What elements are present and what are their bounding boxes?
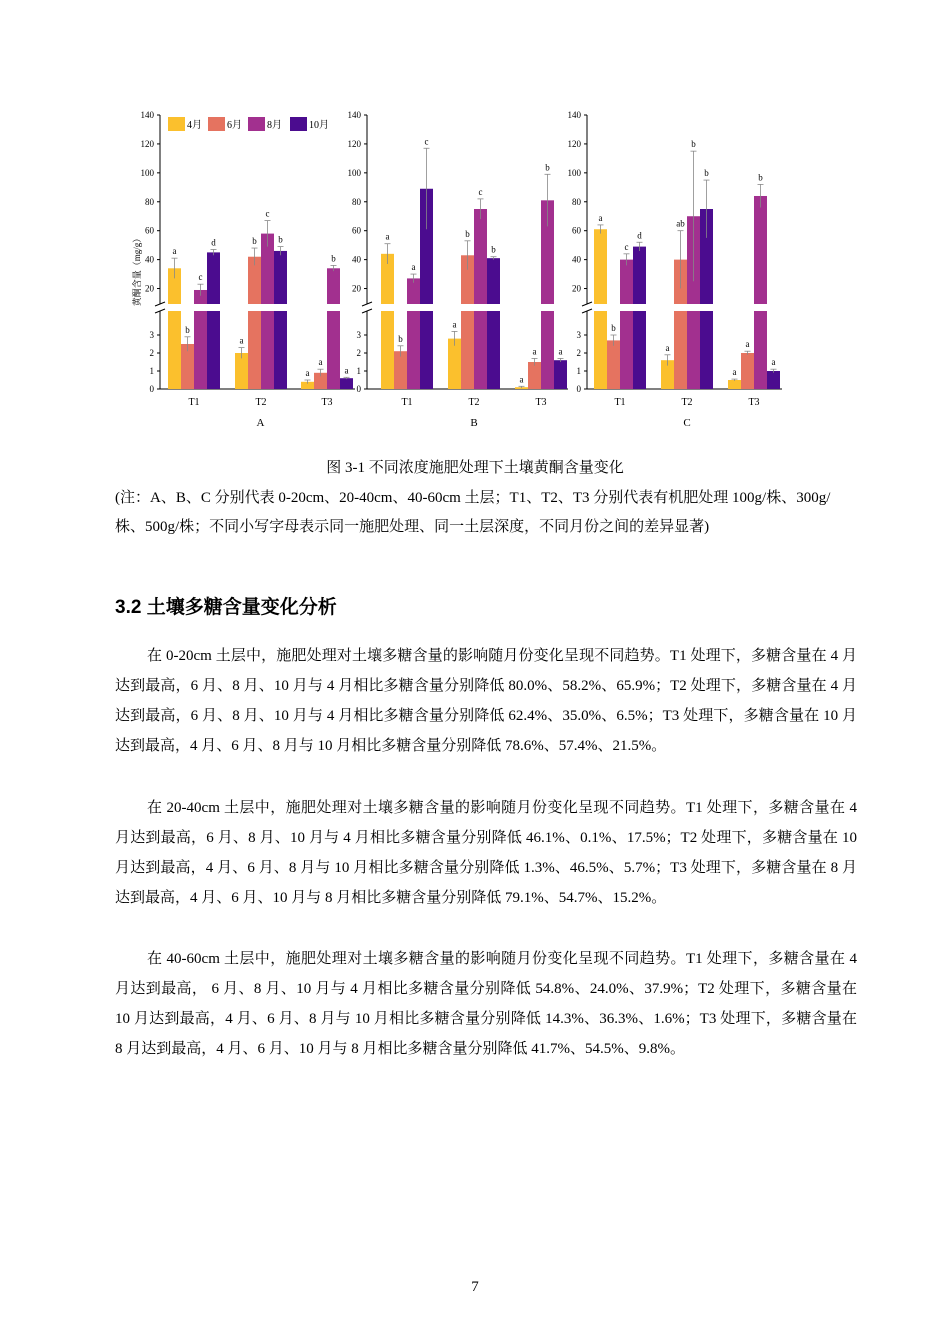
x-tick-label: T2 [681, 397, 693, 408]
legend-swatch [168, 117, 185, 131]
y-tick-label: 100 [347, 167, 361, 178]
significance-letter: a [305, 368, 310, 378]
y-tick-label: 3 [149, 330, 154, 340]
significance-letter: a [385, 231, 390, 242]
significance-letter: a [732, 367, 737, 378]
page-number: 7 [471, 1279, 479, 1295]
significance-letter: b [252, 236, 257, 247]
bar [741, 353, 754, 389]
y-tick-label: 100 [140, 167, 154, 178]
significance-letter: a [318, 357, 323, 368]
significance-letter: a [519, 374, 524, 385]
bar [340, 378, 353, 389]
y-tick-label: 60 [145, 225, 154, 236]
bar [633, 247, 646, 389]
y-axis-title: 黄酮含量（mg/g） [132, 233, 142, 307]
bar [554, 360, 567, 389]
bar [248, 257, 261, 389]
significance-letter: b [611, 323, 616, 333]
bar [261, 234, 274, 389]
y-tick-label: 60 [352, 225, 361, 236]
y-tick-label: 1 [149, 366, 154, 376]
axis-break-band [152, 304, 361, 311]
panel-label: B [470, 417, 478, 429]
y-tick-label: 20 [352, 283, 361, 294]
y-tick-label: 2 [576, 348, 581, 358]
significance-letter: a [665, 342, 670, 353]
y-tick-label: 40 [572, 254, 581, 265]
significance-letter: a [172, 246, 177, 257]
significance-letter: b [278, 234, 283, 245]
bar [528, 362, 541, 389]
y-tick-label: 1 [576, 366, 581, 376]
paragraph-40-60cm: 在 40-60cm 土层中，施肥处理对土壤多糖含量的影响随月份变化呈现不同趋势。T1 处理下，多糖含量在 4 月达到最高， 6 月、8 月、10 月与 4 月相比多糖含量分别降低 54.8%、24.0%、37.9%；T2 处理下，多糖含量在 10 月达到最高，4 月、6 月、8 月与 10 月相比多糖含量分别降低 14.3%、36.3%、1.6%；T3 处理下，多糖含量在 8 月达到最高，4 月、6 月、10 月与 8 月相比多糖含量分别降低 41.7%、54.5%、9.8%。 [115, 951, 857, 1057]
significance-letter: b [691, 139, 696, 150]
significance-letter: a [452, 319, 457, 330]
x-tick-label: T1 [614, 397, 626, 408]
legend-swatch [208, 117, 225, 131]
significance-letter: b [331, 253, 336, 264]
significance-letter: a [771, 357, 776, 368]
significance-letter: b [465, 228, 470, 239]
y-tick-label: 140 [140, 110, 154, 120]
legend-swatch [248, 117, 265, 131]
legend-swatch [290, 117, 307, 131]
paragraph-0-20cm: 在 0-20cm 土层中，施肥处理对土壤多糖含量的影响随月份变化呈现不同趋势。T1 处理下，多糖含量在 4 月达到最高，6 月、8 月、10 月与 4 月相比多糖含量分别降低 80.0%、58.2%、65.9%；T2 处理下，多糖含量在 4 月达到最高，6 月、8 月、10 月与 4 月相比多糖含量分别降低 62.4%、35.0%、6.5%；T3 处理下，多糖含量在 10 月达到最高，4 月、6 月、8 月与 10 月相比多糖含量分别降低 78.6%、57.4%、21.5%。 [115, 648, 857, 754]
significance-letter: a [532, 346, 537, 357]
significance-letter: b [545, 162, 550, 173]
bar [461, 255, 474, 389]
significance-letter: b [398, 333, 403, 344]
axis-break-band [359, 304, 574, 311]
significance-letter: a [598, 212, 603, 223]
bar [728, 380, 741, 389]
paragraph-20-40cm: 在 20-40cm 土层中，施肥处理对土壤多糖含量的影响随月份变化呈现不同趋势。T1 处理下，多糖含量在 4 月达到最高，6 月、8 月、10 月与 4 月相比多糖含量分别降低 46.1%、0.1%、17.5%；T2 处理下，多糖含量在 10 月达到最高，4 月、6 月、8 月与 10 月相比多糖含量分别降低 1.3%、46.5%、5.7%；T3 处理下，多糖含量在 8 月达到最高，4 月、6 月、10 月与 8 月相比多糖含量分别降低 79.1%、54.7%、15.2%。 [115, 800, 857, 906]
legend-label: 10月 [309, 120, 329, 131]
significance-letter: b [185, 324, 190, 335]
legend-label: 6月 [227, 120, 242, 131]
y-tick-label: 40 [145, 254, 154, 265]
bar [620, 260, 633, 389]
x-tick-label: T3 [748, 397, 760, 408]
y-tick-label: 120 [347, 138, 361, 149]
bar [381, 254, 394, 389]
bar [607, 340, 620, 389]
x-tick-label: T1 [188, 397, 200, 408]
bar [541, 200, 554, 389]
legend-label: 4月 [187, 120, 202, 131]
y-tick-label: 140 [347, 110, 361, 120]
significance-letter: d [211, 237, 216, 248]
y-tick-label: 120 [567, 138, 581, 149]
x-tick-label: T3 [535, 397, 547, 408]
significance-letter: a [344, 365, 349, 376]
significance-letter: b [758, 172, 763, 183]
significance-letter: c [478, 186, 483, 197]
figure-caption: 图 3-1 不同浓度施肥处理下土壤黄酮含量变化 [326, 460, 624, 476]
y-tick-label: 20 [145, 283, 154, 294]
significance-letter: b [704, 168, 709, 179]
axis-break-band [579, 304, 788, 311]
y-tick-label: 40 [352, 254, 361, 265]
significance-letter: d [637, 230, 642, 241]
figure-3-1-chart [0, 0, 950, 440]
panel-label: C [683, 417, 691, 429]
bar [474, 209, 487, 389]
significance-letter: a [745, 339, 750, 350]
bar [274, 251, 287, 389]
y-tick-label: 2 [149, 348, 154, 358]
y-tick-label: 3 [356, 330, 361, 340]
legend-label: 8月 [267, 120, 282, 131]
y-tick-label: 80 [572, 196, 581, 207]
significance-letter: ab [676, 218, 685, 229]
y-tick-label: 20 [572, 283, 581, 294]
y-tick-label: 80 [352, 196, 361, 207]
bar [207, 252, 220, 389]
bar [448, 339, 461, 389]
section-heading: 3.2 土壤多糖含量变化分析 [115, 597, 337, 618]
bar [168, 268, 181, 389]
bar [327, 268, 340, 389]
bar [754, 196, 767, 389]
significance-letter: c [624, 241, 629, 252]
significance-letter: b [491, 244, 496, 255]
x-tick-label: T1 [401, 397, 413, 408]
x-tick-label: T2 [468, 397, 480, 408]
y-tick-label: 100 [567, 167, 581, 178]
x-tick-label: T3 [321, 397, 333, 408]
figure-note: (注：A、B、C 分别代表 0-20cm、20-40cm、40-60cm 土层；T1、T2、T3 分别代表有机肥处理 100g/株、300g/株、500g/株；不同小写字母表示同一施肥处理、同一土层深度，不同月份之间的差异显著) [115, 490, 831, 535]
significance-letter: c [265, 208, 270, 219]
y-tick-label: 0 [576, 384, 581, 394]
x-tick-label: T2 [255, 397, 267, 408]
panel-label: A [256, 417, 265, 429]
y-tick-label: 1 [356, 366, 361, 376]
bar [767, 371, 780, 389]
bar [394, 351, 407, 389]
significance-letter: a [411, 262, 416, 273]
y-tick-label: 120 [140, 138, 154, 149]
y-tick-label: 140 [567, 110, 581, 120]
significance-letter: c [198, 272, 203, 283]
bar [487, 258, 500, 389]
y-tick-label: 2 [356, 348, 361, 358]
y-tick-label: 0 [149, 384, 154, 394]
significance-letter: a [558, 346, 563, 357]
y-tick-label: 80 [145, 196, 154, 207]
y-tick-label: 0 [356, 384, 361, 394]
bar [407, 278, 420, 389]
y-tick-label: 60 [572, 225, 581, 236]
y-tick-label: 3 [576, 330, 581, 340]
significance-letter: c [424, 136, 429, 147]
significance-letter: a [239, 335, 244, 346]
